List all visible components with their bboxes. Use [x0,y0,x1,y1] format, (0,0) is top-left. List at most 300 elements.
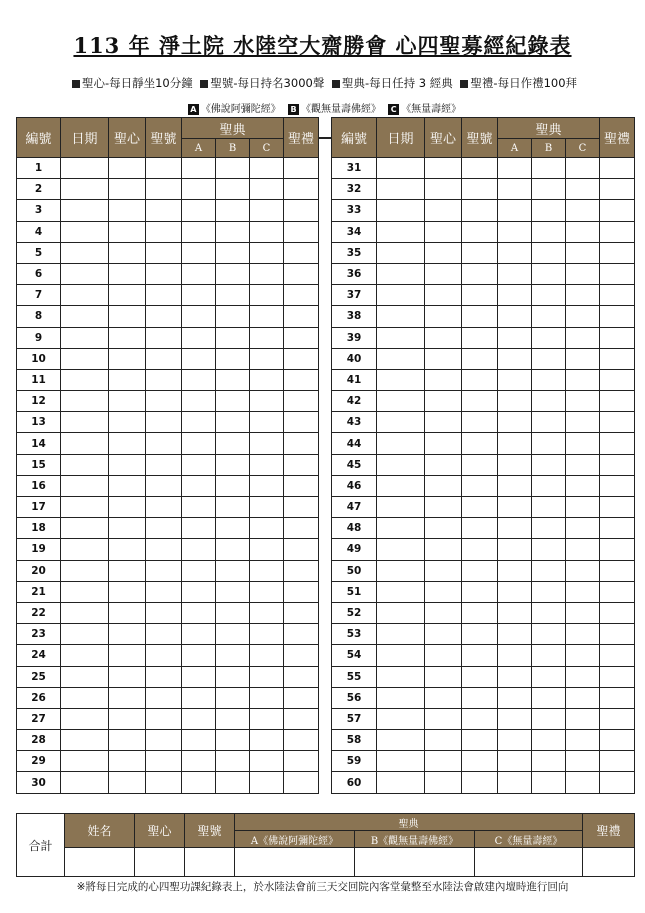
rite-cell[interactable] [284,560,319,581]
sutra-c-cell[interactable] [250,687,284,708]
date-cell[interactable] [61,412,109,433]
sutra-a-cell[interactable] [498,730,532,751]
name-cell[interactable] [462,433,498,454]
heart-cell[interactable] [425,348,462,369]
sutra-b-cell[interactable] [216,708,250,729]
name-cell[interactable] [462,158,498,179]
sutra-c-cell[interactable] [250,391,284,412]
name-cell[interactable] [462,263,498,284]
sutra-c-cell[interactable] [250,497,284,518]
name-cell[interactable] [146,412,182,433]
sutra-a-cell[interactable] [182,391,216,412]
name-cell[interactable] [462,624,498,645]
sutra-c-cell[interactable] [566,666,600,687]
sutra-b-cell[interactable] [532,200,566,221]
heart-cell[interactable] [425,158,462,179]
heart-cell[interactable] [109,306,146,327]
heart-cell[interactable] [425,200,462,221]
sutra-b-cell[interactable] [532,602,566,623]
sutra-c-cell[interactable] [566,285,600,306]
sutra-b-cell[interactable] [216,200,250,221]
sutra-a-cell[interactable] [498,221,532,242]
sutra-c-cell[interactable] [250,327,284,348]
date-cell[interactable] [61,454,109,475]
sutra-c-cell[interactable] [566,687,600,708]
sutra-c-cell[interactable] [566,539,600,560]
name-cell[interactable] [462,348,498,369]
sutra-c-cell[interactable] [566,412,600,433]
sutra-a-cell[interactable] [498,708,532,729]
sutra-b-cell[interactable] [216,306,250,327]
sutra-b-cell[interactable] [216,369,250,390]
sutra-b-cell[interactable] [532,306,566,327]
sutra-a-cell[interactable] [182,730,216,751]
sutra-c-cell[interactable] [250,242,284,263]
summary-cell-name[interactable] [185,848,235,877]
name-cell[interactable] [462,221,498,242]
sutra-a-cell[interactable] [182,433,216,454]
date-cell[interactable] [61,666,109,687]
rite-cell[interactable] [600,412,635,433]
heart-cell[interactable] [425,475,462,496]
heart-cell[interactable] [109,730,146,751]
heart-cell[interactable] [109,497,146,518]
name-cell[interactable] [146,221,182,242]
heart-cell[interactable] [109,475,146,496]
rite-cell[interactable] [284,454,319,475]
sutra-c-cell[interactable] [566,348,600,369]
sutra-c-cell[interactable] [566,518,600,539]
rite-cell[interactable] [600,751,635,772]
date-cell[interactable] [377,263,425,284]
sutra-c-cell[interactable] [250,645,284,666]
sutra-a-cell[interactable] [498,687,532,708]
sutra-a-cell[interactable] [182,263,216,284]
sutra-b-cell[interactable] [532,751,566,772]
sutra-a-cell[interactable] [182,285,216,306]
rite-cell[interactable] [600,454,635,475]
sutra-b-cell[interactable] [216,475,250,496]
date-cell[interactable] [61,285,109,306]
sutra-a-cell[interactable] [498,369,532,390]
date-cell[interactable] [61,327,109,348]
sutra-b-cell[interactable] [216,602,250,623]
sutra-b-cell[interactable] [532,560,566,581]
sutra-a-cell[interactable] [498,391,532,412]
heart-cell[interactable] [109,602,146,623]
name-cell[interactable] [462,327,498,348]
rite-cell[interactable] [600,158,635,179]
sutra-a-cell[interactable] [182,687,216,708]
date-cell[interactable] [61,730,109,751]
heart-cell[interactable] [109,772,146,793]
rite-cell[interactable] [284,179,319,200]
date-cell[interactable] [61,158,109,179]
date-cell[interactable] [61,602,109,623]
date-cell[interactable] [377,624,425,645]
sutra-c-cell[interactable] [250,624,284,645]
heart-cell[interactable] [425,539,462,560]
sutra-b-cell[interactable] [216,687,250,708]
rite-cell[interactable] [284,539,319,560]
sutra-b-cell[interactable] [216,454,250,475]
rite-cell[interactable] [600,602,635,623]
rite-cell[interactable] [600,730,635,751]
sutra-b-cell[interactable] [216,348,250,369]
date-cell[interactable] [377,560,425,581]
sutra-c-cell[interactable] [250,708,284,729]
rite-cell[interactable] [284,412,319,433]
sutra-a-cell[interactable] [498,581,532,602]
sutra-b-cell[interactable] [532,730,566,751]
rite-cell[interactable] [600,391,635,412]
sutra-a-cell[interactable] [498,242,532,263]
name-cell[interactable] [462,666,498,687]
name-cell[interactable] [462,708,498,729]
sutra-a-cell[interactable] [498,263,532,284]
name-cell[interactable] [462,497,498,518]
sutra-a-cell[interactable] [182,369,216,390]
name-cell[interactable] [462,730,498,751]
rite-cell[interactable] [600,221,635,242]
heart-cell[interactable] [109,751,146,772]
rite-cell[interactable] [600,200,635,221]
sutra-c-cell[interactable] [566,497,600,518]
rite-cell[interactable] [600,624,635,645]
sutra-b-cell[interactable] [532,666,566,687]
sutra-c-cell[interactable] [566,179,600,200]
date-cell[interactable] [61,560,109,581]
sutra-b-cell[interactable] [532,412,566,433]
sutra-c-cell[interactable] [250,581,284,602]
rite-cell[interactable] [284,772,319,793]
sutra-b-cell[interactable] [216,645,250,666]
sutra-a-cell[interactable] [182,581,216,602]
heart-cell[interactable] [109,242,146,263]
sutra-b-cell[interactable] [216,539,250,560]
sutra-a-cell[interactable] [498,560,532,581]
name-cell[interactable] [462,306,498,327]
date-cell[interactable] [377,772,425,793]
sutra-a-cell[interactable] [182,497,216,518]
rite-cell[interactable] [600,475,635,496]
heart-cell[interactable] [425,306,462,327]
sutra-b-cell[interactable] [216,285,250,306]
rite-cell[interactable] [600,263,635,284]
sutra-a-cell[interactable] [182,454,216,475]
sutra-a-cell[interactable] [498,539,532,560]
sutra-b-cell[interactable] [532,391,566,412]
heart-cell[interactable] [109,666,146,687]
sutra-b-cell[interactable] [216,412,250,433]
name-cell[interactable] [146,242,182,263]
sutra-a-cell[interactable] [182,666,216,687]
sutra-a-cell[interactable] [182,179,216,200]
sutra-b-cell[interactable] [532,624,566,645]
sutra-c-cell[interactable] [250,602,284,623]
heart-cell[interactable] [425,708,462,729]
name-cell[interactable] [146,475,182,496]
sutra-c-cell[interactable] [250,560,284,581]
sutra-a-cell[interactable] [182,602,216,623]
sutra-b-cell[interactable] [532,263,566,284]
name-cell[interactable] [462,687,498,708]
name-cell[interactable] [146,730,182,751]
date-cell[interactable] [377,581,425,602]
sutra-b-cell[interactable] [532,475,566,496]
sutra-a-cell[interactable] [182,348,216,369]
rite-cell[interactable] [600,179,635,200]
date-cell[interactable] [377,242,425,263]
heart-cell[interactable] [109,179,146,200]
sutra-a-cell[interactable] [498,772,532,793]
sutra-b-cell[interactable] [532,285,566,306]
name-cell[interactable] [462,645,498,666]
name-cell[interactable] [146,624,182,645]
heart-cell[interactable] [425,772,462,793]
rite-cell[interactable] [284,687,319,708]
sutra-c-cell[interactable] [566,306,600,327]
name-cell[interactable] [146,751,182,772]
sutra-a-cell[interactable] [182,306,216,327]
sutra-b-cell[interactable] [216,158,250,179]
date-cell[interactable] [377,221,425,242]
summary-cell-person[interactable] [65,848,135,877]
rite-cell[interactable] [600,708,635,729]
sutra-b-cell[interactable] [532,687,566,708]
name-cell[interactable] [146,602,182,623]
date-cell[interactable] [61,687,109,708]
sutra-a-cell[interactable] [498,454,532,475]
heart-cell[interactable] [425,369,462,390]
sutra-b-cell[interactable] [532,348,566,369]
date-cell[interactable] [61,751,109,772]
name-cell[interactable] [146,327,182,348]
sutra-c-cell[interactable] [250,179,284,200]
rite-cell[interactable] [284,518,319,539]
sutra-c-cell[interactable] [566,433,600,454]
name-cell[interactable] [146,158,182,179]
rite-cell[interactable] [284,306,319,327]
date-cell[interactable] [377,200,425,221]
name-cell[interactable] [462,369,498,390]
sutra-a-cell[interactable] [498,158,532,179]
sutra-c-cell[interactable] [250,412,284,433]
heart-cell[interactable] [425,518,462,539]
sutra-b-cell[interactable] [216,242,250,263]
rite-cell[interactable] [284,581,319,602]
sutra-a-cell[interactable] [182,221,216,242]
rite-cell[interactable] [600,306,635,327]
rite-cell[interactable] [284,263,319,284]
sutra-a-cell[interactable] [182,708,216,729]
sutra-b-cell[interactable] [216,518,250,539]
rite-cell[interactable] [600,539,635,560]
sutra-a-cell[interactable] [182,242,216,263]
sutra-c-cell[interactable] [566,772,600,793]
rite-cell[interactable] [284,369,319,390]
sutra-c-cell[interactable] [250,306,284,327]
sutra-b-cell[interactable] [532,158,566,179]
sutra-a-cell[interactable] [498,497,532,518]
summary-cell-sutra-b[interactable] [355,848,475,877]
rite-cell[interactable] [284,348,319,369]
rite-cell[interactable] [600,433,635,454]
heart-cell[interactable] [109,285,146,306]
sutra-b-cell[interactable] [532,708,566,729]
name-cell[interactable] [146,285,182,306]
rite-cell[interactable] [284,242,319,263]
name-cell[interactable] [146,666,182,687]
sutra-a-cell[interactable] [498,624,532,645]
sutra-c-cell[interactable] [566,624,600,645]
sutra-b-cell[interactable] [216,772,250,793]
date-cell[interactable] [61,518,109,539]
heart-cell[interactable] [425,412,462,433]
heart-cell[interactable] [425,242,462,263]
heart-cell[interactable] [109,708,146,729]
sutra-a-cell[interactable] [182,772,216,793]
date-cell[interactable] [377,158,425,179]
name-cell[interactable] [462,179,498,200]
sutra-b-cell[interactable] [532,581,566,602]
sutra-c-cell[interactable] [566,560,600,581]
name-cell[interactable] [146,772,182,793]
rite-cell[interactable] [600,369,635,390]
name-cell[interactable] [146,369,182,390]
heart-cell[interactable] [425,751,462,772]
sutra-b-cell[interactable] [532,433,566,454]
sutra-b-cell[interactable] [216,730,250,751]
name-cell[interactable] [462,200,498,221]
sutra-b-cell[interactable] [532,539,566,560]
date-cell[interactable] [61,539,109,560]
sutra-b-cell[interactable] [532,369,566,390]
rite-cell[interactable] [284,285,319,306]
summary-cell-rite[interactable] [583,848,635,877]
name-cell[interactable] [146,179,182,200]
name-cell[interactable] [146,200,182,221]
heart-cell[interactable] [425,687,462,708]
heart-cell[interactable] [109,348,146,369]
date-cell[interactable] [377,454,425,475]
sutra-c-cell[interactable] [566,730,600,751]
name-cell[interactable] [462,242,498,263]
sutra-c-cell[interactable] [250,369,284,390]
sutra-b-cell[interactable] [216,391,250,412]
sutra-a-cell[interactable] [498,433,532,454]
rite-cell[interactable] [600,497,635,518]
sutra-c-cell[interactable] [566,645,600,666]
heart-cell[interactable] [109,518,146,539]
sutra-c-cell[interactable] [250,539,284,560]
sutra-c-cell[interactable] [250,751,284,772]
sutra-a-cell[interactable] [182,412,216,433]
name-cell[interactable] [462,539,498,560]
sutra-c-cell[interactable] [250,475,284,496]
sutra-c-cell[interactable] [566,263,600,284]
sutra-b-cell[interactable] [532,179,566,200]
rite-cell[interactable] [284,624,319,645]
name-cell[interactable] [462,751,498,772]
date-cell[interactable] [61,433,109,454]
date-cell[interactable] [377,539,425,560]
name-cell[interactable] [462,560,498,581]
name-cell[interactable] [146,454,182,475]
heart-cell[interactable] [425,645,462,666]
rite-cell[interactable] [284,158,319,179]
name-cell[interactable] [462,772,498,793]
name-cell[interactable] [146,539,182,560]
date-cell[interactable] [377,179,425,200]
sutra-b-cell[interactable] [532,772,566,793]
date-cell[interactable] [61,263,109,284]
date-cell[interactable] [377,285,425,306]
heart-cell[interactable] [109,158,146,179]
sutra-c-cell[interactable] [566,708,600,729]
date-cell[interactable] [61,179,109,200]
date-cell[interactable] [377,475,425,496]
sutra-c-cell[interactable] [250,200,284,221]
rite-cell[interactable] [600,666,635,687]
date-cell[interactable] [377,602,425,623]
date-cell[interactable] [61,306,109,327]
sutra-a-cell[interactable] [182,539,216,560]
sutra-c-cell[interactable] [566,327,600,348]
sutra-a-cell[interactable] [182,645,216,666]
date-cell[interactable] [61,475,109,496]
sutra-b-cell[interactable] [216,263,250,284]
rite-cell[interactable] [284,708,319,729]
date-cell[interactable] [61,369,109,390]
date-cell[interactable] [61,348,109,369]
heart-cell[interactable] [425,221,462,242]
sutra-b-cell[interactable] [216,560,250,581]
sutra-a-cell[interactable] [498,666,532,687]
date-cell[interactable] [61,497,109,518]
rite-cell[interactable] [600,560,635,581]
heart-cell[interactable] [109,369,146,390]
date-cell[interactable] [61,242,109,263]
date-cell[interactable] [377,391,425,412]
name-cell[interactable] [146,433,182,454]
heart-cell[interactable] [109,391,146,412]
sutra-b-cell[interactable] [216,581,250,602]
rite-cell[interactable] [284,391,319,412]
sutra-b-cell[interactable] [532,327,566,348]
name-cell[interactable] [462,518,498,539]
sutra-a-cell[interactable] [498,179,532,200]
heart-cell[interactable] [109,433,146,454]
sutra-b-cell[interactable] [216,221,250,242]
rite-cell[interactable] [284,221,319,242]
heart-cell[interactable] [109,200,146,221]
name-cell[interactable] [146,645,182,666]
name-cell[interactable] [462,475,498,496]
date-cell[interactable] [61,221,109,242]
heart-cell[interactable] [109,560,146,581]
name-cell[interactable] [462,412,498,433]
sutra-a-cell[interactable] [498,348,532,369]
summary-cell-sutra-c[interactable] [475,848,583,877]
name-cell[interactable] [146,391,182,412]
rite-cell[interactable] [600,348,635,369]
name-cell[interactable] [146,687,182,708]
rite-cell[interactable] [284,200,319,221]
heart-cell[interactable] [425,730,462,751]
sutra-a-cell[interactable] [498,475,532,496]
heart-cell[interactable] [109,687,146,708]
